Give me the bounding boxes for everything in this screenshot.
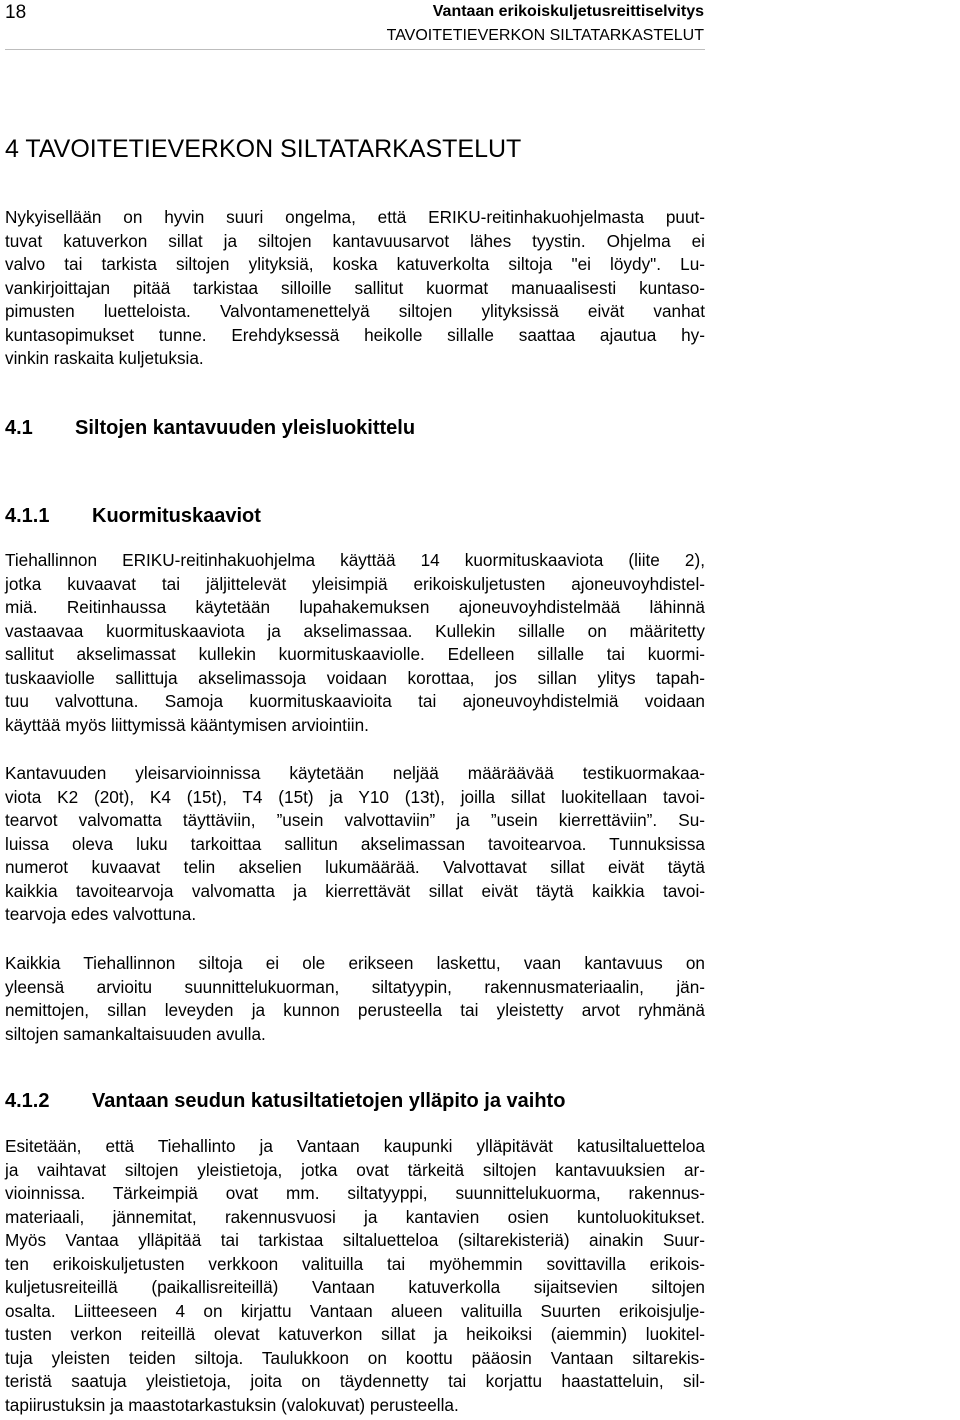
- text-line: ten erikoiskuljetusten verkkoon valituilla tai myöhemmin sovittavilla erikois-: [5, 1253, 705, 1274]
- paragraph-kuormituskaaviot-3: [5, 952, 705, 1046]
- text-line: kuljetusreiteillä (paikallisreiteillä) Vantaan katuverkolla sijaitsevien siltojen: [5, 1277, 705, 1297]
- running-header: [387, 0, 704, 48]
- heading-text: Siltojen kantavuuden yleisluokittelu: [75, 417, 416, 439]
- text-line: tearvot valvomatta täyttäviin, ”usein valvottaviin” ja ”usein kierrettäviin”. Su-: [5, 810, 705, 830]
- paragraph-kuormituskaaviot-1: [5, 549, 705, 737]
- text-line: vastaavaa kuormituskaaviota ja akselimassaa. Kullekin sillalle on määritetty: [5, 620, 705, 641]
- text-line: Tiehallinnon ERIKU-reitinhakuohjelma käyttää 14 kuormituskaaviota (liite 2),: [5, 550, 705, 570]
- heading-text: TAVOITETIEVERKON SILTATARKASTELUT: [25, 135, 522, 163]
- text-line: luissa oleva luku tarkoittaa sallitun akselimassan tavoitearvoa. Tunnuksissa: [5, 833, 705, 854]
- text-line: vioinnissa. Tärkeimpiä ovat mm. siltatyyppi, suunnittelukuorma, rakennus-: [5, 1183, 705, 1203]
- text-line: siltojen samankaltaisuuden avulla.: [5, 1023, 266, 1044]
- text-line: vankirjoittajan pitää tarkistaa silloille sallitut kuormat manuaalisesti kuntaso-: [5, 277, 705, 298]
- text-line: käyttää myös liittymissä kääntymisen arviointiin.: [5, 714, 369, 735]
- text-line: tusten verkon reiteillä olevat katuverkon sillat ja heikoiksi (aiemmin) luokitel-: [5, 1324, 705, 1344]
- document-title: Vantaan erikoiskuljetusreittiselvitys: [432, 3, 704, 20]
- chapter-title: TAVOITETIEVERKON SILTATARKASTELUT: [386, 27, 704, 44]
- text-line: viota K2 (20t), K4 (15t), T4 (15t) ja Y10 (13t), joilla sillat luokitellaan tavoi-: [5, 786, 705, 807]
- text-line: yleensä arvioitu suunnittelukuorman, siltatyypin, rakennusmateriaalin, jän-: [5, 976, 705, 997]
- text-line: sallitut akselimassat kullekin kuormituskaaviolle. Edelleen sillalle tai kuormi-: [5, 644, 705, 664]
- text-line: Kantavuuden yleisarvioinnissa käytetään neljää määräävää testikuormakaa-: [5, 763, 705, 783]
- text-line: numerot kuvaavat telin akselien lukumäärää. Valvottavat sillat eivät täytä: [5, 857, 705, 877]
- heading-section-4: [5, 133, 705, 165]
- paragraph-kuormituskaaviot-2: [5, 762, 705, 927]
- text-line: pimusten luetteloista. Valvontamenettelyä siltojen ylityksissä eivät vanhat: [5, 301, 705, 321]
- text-line: teristä saatuja yleistietoja, joita on täydennetty tai korjattu haastatteluin, sil-: [5, 1371, 705, 1391]
- text-line: ja vaihtavat siltojen yleistietoja, jotka ovat tärkeitä siltojen kantavuuksien ar-: [5, 1159, 705, 1180]
- heading-number: 4.1: [5, 417, 33, 439]
- text-line: tuja yleisten teiden siltoja. Taulukkoon on koottu pääosin Vantaan siltarekis-: [5, 1347, 705, 1368]
- text-line: vinkin raskaita kuljetuksia.: [5, 348, 204, 368]
- heading-number: 4.1.2: [5, 1090, 50, 1112]
- heading-section-4-1: [5, 415, 705, 441]
- text-line: tapiirustuksin ja maastotarkastuksin (valokuvat) perusteella.: [5, 1394, 459, 1415]
- paragraph-intro: [5, 206, 705, 371]
- header-divider: [5, 49, 705, 50]
- text-line: Kaikkia Tiehallinnon siltoja ei ole erikseen laskettu, vaan kantavuus on: [5, 953, 705, 973]
- heading-text: Vantaan seudun katusiltatietojen ylläpito ja vaihto: [92, 1090, 566, 1112]
- heading-section-4-1-1: [5, 503, 705, 529]
- text-line: tuu valvottuna. Samoja kuormituskaavioita tai ajoneuvoyhdistelmiä voidaan: [5, 691, 705, 711]
- text-line: Nykyisellään on hyvin suuri ongelma, että ERIKU-reitinhakuohjelmasta puut-: [5, 207, 705, 227]
- text-line: valvo tai tarkista siltojen ylityksiä, koska katuverkolta siltoja "ei löydy". Lu-: [5, 254, 705, 274]
- text-line: tuvat katuverkon sillat ja siltojen kantavuusarvot lähes tyystin. Ohjelma ei: [5, 230, 705, 251]
- text-line: kuntasopimukset tunne. Erehdyksessä heikolle sillalle saattaa ajautua hy-: [5, 324, 705, 345]
- text-line: Esitetään, että Tiehallinto ja Vantaan kaupunki ylläpitävät katusiltaluetteloa: [5, 1136, 705, 1156]
- text-line: osalta. Liitteeseen 4 on kirjattu Vantaan alueen valituilla Suurten erikoisjulje-: [5, 1300, 705, 1321]
- heading-text: Kuormituskaaviot: [92, 505, 261, 527]
- heading-number: 4.1.1: [5, 505, 50, 527]
- page-number: 18: [5, 2, 27, 23]
- text-line: nemittojen, sillan leveyden ja kunnon perusteella tai yleistetty arvot ryhmänä: [5, 1000, 705, 1020]
- heading-number: 4: [5, 135, 19, 163]
- paragraph-katusiltatiedot: [5, 1135, 705, 1417]
- text-line: miä. Reitinhaussa käytetään lupahakemuksen ajoneuvoyhdistelmää lähinnä: [5, 597, 705, 617]
- text-line: tuskaaviolle sallittuja akselimassoja voidaan korottaa, jos sillan ylitys tapah-: [5, 667, 705, 688]
- text-line: kaikkia tavoitearvoja valvomatta ja kierrettävät sillat eivät täytä kaikkia tavoi-: [5, 880, 705, 901]
- heading-section-4-1-2: [5, 1088, 705, 1114]
- text-line: Myös Vantaa ylläpitää tai tarkistaa siltaluetteloa (siltarekisteriä) ainakin Suur-: [5, 1230, 705, 1250]
- text-line: jotka kuvaavat tai jäljittelevät yleisimpiä erikoiskuljetusten ajoneuvoyhdistel-: [5, 573, 705, 594]
- text-line: tearvoja edes valvottuna.: [5, 904, 197, 924]
- text-line: materiaali, jännemitat, rakennusvuosi ja kantavien osien kuntoluokitukset.: [5, 1206, 705, 1227]
